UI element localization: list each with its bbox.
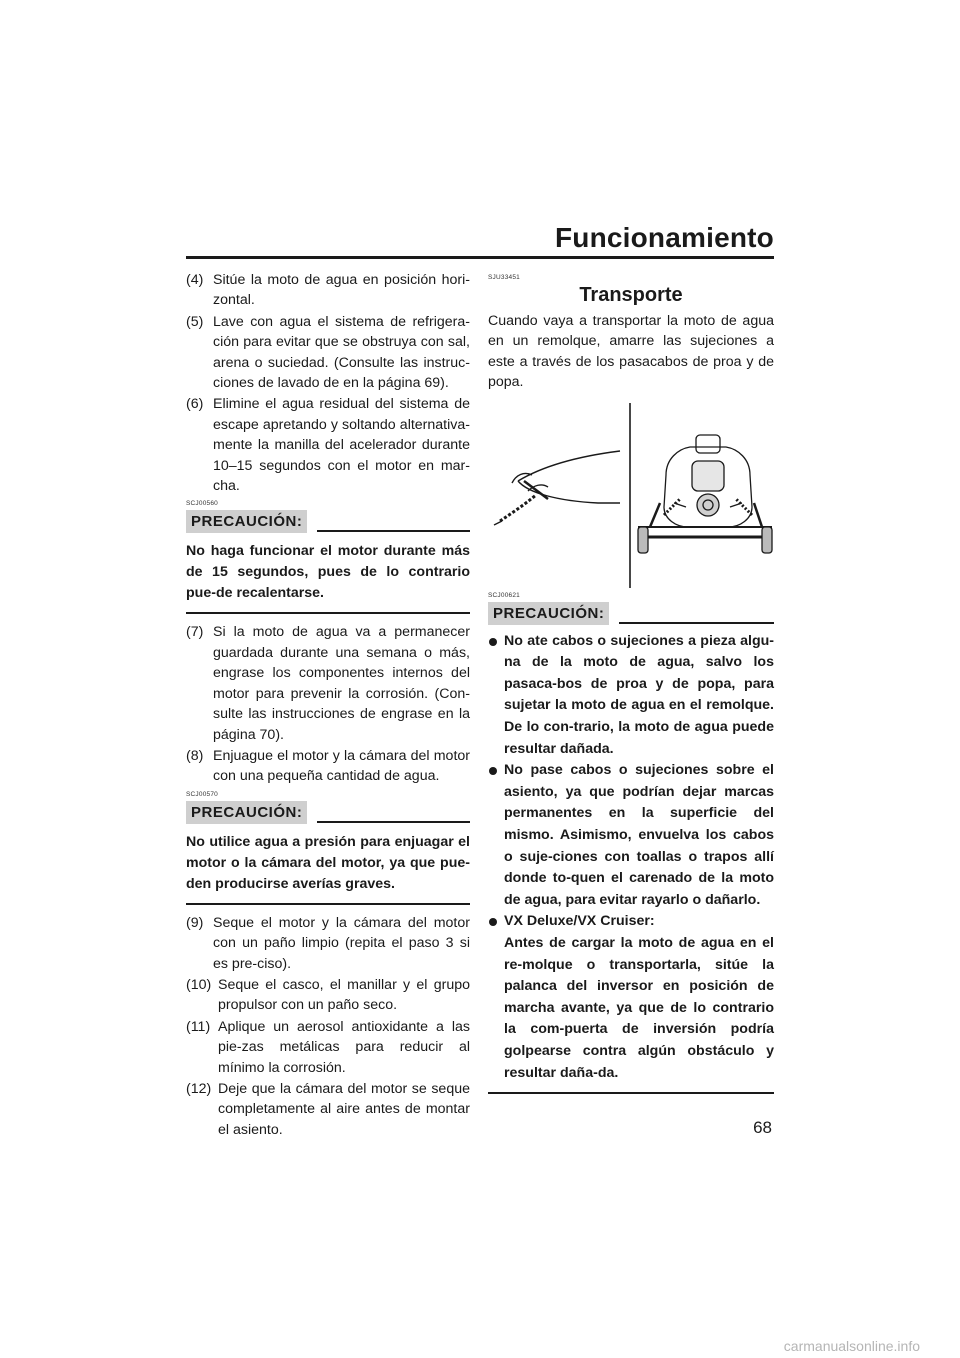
caution-badge: PRECAUCIÓN: <box>186 801 307 824</box>
left-column <box>186 270 470 1141</box>
bullet-text: No pase cabos o sujeciones sobre el asiento, ya que podrían dejar marcas permanentes en la superficie del mismo. Asimismo, envuelva los cabos o suje-ciones con toallas o trapos allí donde to-quen el carenado de la moto de agua, para evitar rayarlo o dañarlo. <box>504 762 774 908</box>
step-item <box>186 270 470 311</box>
step-text: Seque el motor y la cámara del motor con un paño limpio (repita el paso 3 si es pre-ciso). <box>213 914 470 972</box>
step-text: Lave con agua el sistema de refrigera-ción para evitar que se obstruya con sal, arena o suciedad. (Consulte las instruc-ciones de lavado de en la página 69). <box>213 313 470 392</box>
caution-code: SCJ00621 <box>488 591 520 599</box>
step-item <box>186 1079 470 1140</box>
steps-list-b <box>186 622 470 786</box>
stern-tie-down-drawing <box>638 435 772 553</box>
caution-code: SCJ00570 <box>186 790 218 798</box>
intro-paragraph: Cuando vaya a transportar la moto de agua en un remolque, amarre las sujeciones a este a través de los pasacabos de proa y de popa. <box>488 313 774 391</box>
caution-badge: PRECAUCIÓN: <box>186 510 307 533</box>
page-number: 68 <box>753 1118 772 1137</box>
step-text: Deje que la cámara del motor se seque completamente al aire antes de montar el asiento. <box>218 1080 470 1138</box>
caution-bullet <box>488 631 774 761</box>
step-text: Seque el casco, el manillar y el grupo propulsor con un paño seco. <box>218 976 470 1014</box>
caution-text: No haga funcionar el motor durante más de 15 segundos, pues de lo contrario pue-de recalentarse. <box>186 533 470 614</box>
jet-ski-trailer-drawing <box>488 403 774 588</box>
step-item <box>186 746 470 787</box>
step-number: (5) <box>186 313 204 330</box>
section-title: Transporte <box>579 284 683 306</box>
step-item <box>186 1017 470 1078</box>
step-item <box>186 312 470 394</box>
step-number: (7) <box>186 624 204 641</box>
watermark: carmanualsonline.info <box>783 1338 920 1354</box>
step-number: (6) <box>186 396 204 413</box>
caution-rule <box>317 530 470 532</box>
right-column <box>488 270 774 1102</box>
caution-header <box>186 801 470 824</box>
page-title: Funcionamiento <box>554 222 774 253</box>
caution-header <box>186 510 470 533</box>
caution-bullets-box <box>488 625 774 1094</box>
step-item <box>186 394 470 496</box>
transport-illustration <box>488 403 774 588</box>
bullet-dot-icon <box>489 918 497 926</box>
bullet-text: VX Deluxe/VX Cruiser: Antes de cargar la moto de agua en el re-molque o transportarla, sitúe la palanca del inversor en posición de marcha avante, ya que de lo contrario la com-puerta de inversión podría golpearse contra algún obstáculo y resultar daña-da. <box>504 913 774 1081</box>
caution-bullet <box>488 760 774 911</box>
step-number: (9) <box>186 914 204 931</box>
caution-rule <box>317 821 470 823</box>
bullet-text: No ate cabos o sujeciones a pieza algu-na de la moto de agua, salvo los pasaca-bos de proa y de popa, para sujetar la moto de agua en el remolque. De lo con-trario, la moto de agua puede resultar dañada. <box>504 632 774 757</box>
caution-bullet-list <box>488 631 774 1084</box>
step-text: Si la moto de agua va a permanecer guardada durante una semana o más, engrase los componentes internos del motor para prevenir la corrosión. (Con-sulte las instrucciones de engrase en la página 70). <box>213 624 470 743</box>
step-number: (4) <box>186 272 204 288</box>
caution-bullet <box>488 911 774 1084</box>
steps-list-c <box>186 913 470 1140</box>
header-divider <box>186 256 774 259</box>
step-number: (12) <box>186 1080 212 1097</box>
step-number: (8) <box>186 747 204 764</box>
bow-tie-down-drawing <box>494 451 620 525</box>
step-text: Elimine el agua residual del sistema de escape apretando y soltando alternativa-mente la manilla del acelerador durante 10–15 segundos con el motor en mar-cha. <box>213 396 470 495</box>
bullet-dot-icon <box>489 767 497 775</box>
caution-code: SCJ00560 <box>186 500 218 508</box>
section-code: SJU33451 <box>488 274 520 281</box>
steps-list-a <box>186 270 470 496</box>
step-number: (10) <box>186 976 212 993</box>
bullet-dot-icon <box>489 638 497 646</box>
step-item <box>186 622 470 744</box>
caution-badge: PRECAUCIÓN: <box>488 602 609 625</box>
step-number: (11) <box>186 1018 211 1035</box>
step-text: Enjuague el motor y la cámara del motor con una pequeña cantidad de agua. <box>213 747 470 785</box>
step-item <box>186 975 470 1016</box>
caution-rule <box>619 622 774 624</box>
step-text: Aplique un aerosol antioxidante a las pie-zas metálicas para reducir al mínimo la corrosión. <box>218 1018 470 1076</box>
step-item <box>186 913 470 974</box>
caution-header <box>488 602 774 625</box>
step-text: Sitúe la moto de agua en posición hori-zontal. <box>213 272 470 309</box>
caution-text: No utilice agua a presión para enjuagar el motor o la cámara del motor, ya que pue-den producirse averías graves. <box>186 824 470 905</box>
